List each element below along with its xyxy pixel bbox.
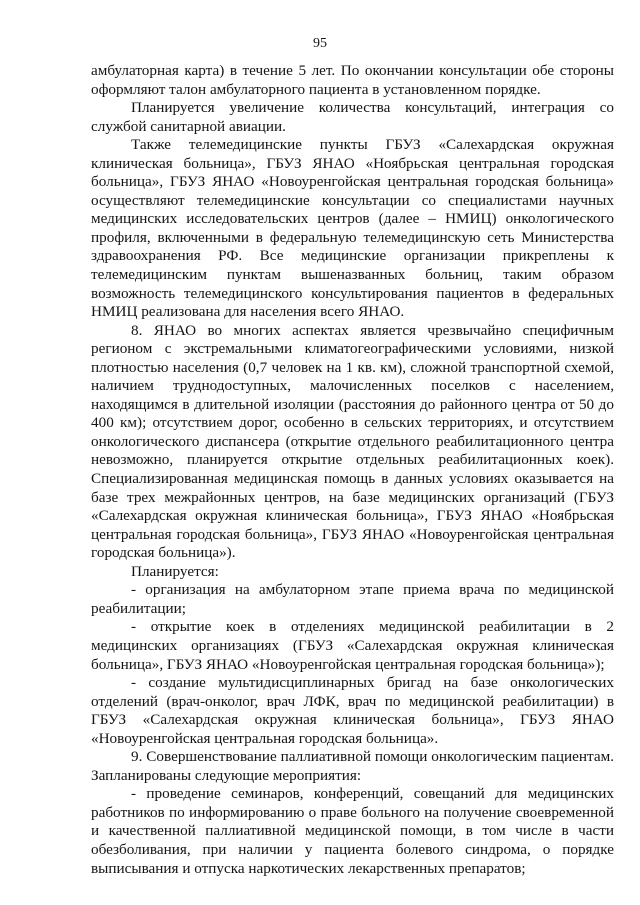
list-item: - проведение семинаров, конференций, совещаний для медицинских работников по информированию о праве больного на получение своевременной и качественной паллиативной медицинской помощи, в том числе в части обезболивания, при наличии у пациента болевого синдрома, о порядке выписывания и отпуска наркотических лекарственных препаратов;	[91, 785, 614, 877]
page-number: 95	[313, 36, 327, 51]
paragraph-sanavia: Планируется увеличение количества консультаций, интеграция со службой санитарной авиации.	[91, 99, 614, 135]
list-item: - открытие коек в отделениях медицинской реабилитации в 2 медицинских организациях (ГБУЗ «Салехардская окружная клиническая больница», ГБУЗ ЯНАО «Новоуренгойская центральная городская больница»);	[91, 618, 614, 673]
paragraph-telemedicine: Также телемедицинские пункты ГБУЗ «Салехардская окружная клиническая больница», ГБУЗ ЯНАО «Ноябрьская центральная городская больница», ГБУЗ ЯНАО «Новоуренгойская центральная городская больница» осуществляют телемедицинские консультации со специалистами научных медицинских исследовательских центров (далее – НМИЦ) онкологического профиля, включенными в федеральную телемедицинскую сеть Министерства здравоохранения РФ. Все медицинские организации прикреплены к телемедицинским пунктам вышеназванных больниц, таким образом возможность телемедицинского консультирования пациентов в федеральных НМИЦ реализована для населения всего ЯНАО.	[91, 136, 614, 321]
paragraph-item-9: 9. Совершенствование паллиативной помощи онкологическим пациентам. Запланированы следующие мероприятия:	[91, 748, 614, 784]
paragraph-item-8: 8. ЯНАО во многих аспектах является чрезвычайно специфичным регионом с экстремальными климатогеографическими условиями, низкой плотностью населения (0,7 человек на 1 кв. км), сложной транспортной схемой, наличием труднодоступных, малочисленных поселков с населением, находящимся в длительной изоляции (расстояния до районного центра от 50 до 400 км); отсутствием дорог, особенно в сельских территориях, и отсутствием онкологического диспансера (открытие отдельного реабилитационного центра невозможно, планируется открытие отдельных реабилитационных коек). Специализированная медицинская помощь в данных условиях оказывается на базе трех межрайонных центров, на базе медицинских организаций (ГБУЗ «Салехардская окружная клиническая больница», ГБУЗ ЯНАО «Ноябрьская центральная городская больница», ГБУЗ ЯНАО «Новоуренгойская центральная городская больница»).	[91, 321, 614, 562]
paragraph-planned-heading: Планируется:	[131, 562, 219, 580]
document-body	[91, 62, 614, 878]
paragraph-continuation: амбулаторная карта) в течение 5 лет. По окончании консультации обе стороны оформляют талон амбулаторного пациента в установленном порядке.	[91, 62, 614, 98]
list-item: - создание мультидисциплинарных бригад на базе онкологических отделений (врач-онколог, врач ЛФК, врач по медицинской реабилитации) в ГБУЗ «Салехардская окружная клиническая больница», ГБУЗ ЯНАО «Новоуренгойская центральная городская больница».	[91, 674, 614, 747]
list-item: - организация на амбулаторном этапе приема врача по медицинской реабилитации;	[91, 581, 614, 617]
